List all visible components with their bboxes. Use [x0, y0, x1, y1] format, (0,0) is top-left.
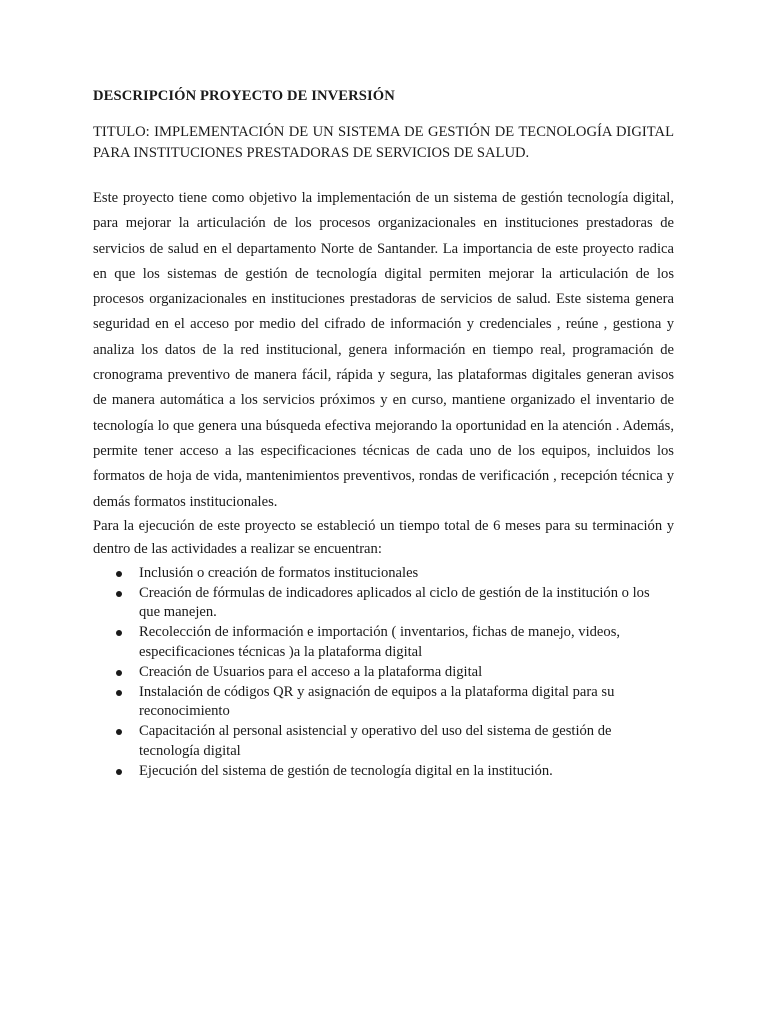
list-item-text: Creación de Usuarios para el acceso a la plataforma digital: [139, 663, 483, 680]
list-item: [93, 683, 674, 722]
document-heading: DESCRIPCIÓN PROYECTO DE INVERSIÓN: [93, 88, 395, 104]
list-item-text: Inclusión o creación de formatos institucionales: [139, 564, 419, 581]
project-title: TITULO: IMPLEMENTACIÓN DE UN SISTEMA DE GESTIÓN DE TECNOLOGÍA DIGITAL PARA INSTITUCIONES PRESTADORAS DE SERVICIOS DE SALUD.: [93, 124, 674, 161]
document-body: [93, 86, 674, 782]
description-paragraph: Este proyecto tiene como objetivo la implementación de un sistema de gestión tecnología digital, para mejorar la articulación de los procesos organizacionales en instituciones prestadoras de servicios de salud en el departamento Norte de Santander. La importancia de este proyecto radica en que los sistemas de gestión de tecnología digital permiten mejorar la articulación de los procesos organizacionales en instituciones prestadoras de servicios de salud. Este sistema genera seguridad en el acceso por medio del cifrado de información y credenciales , reúne , gestiona y analiza los datos de la red institucional, genera información en tiempo real, programación de cronograma preventivo de manera fácil, rápida y segura, las plataformas digitales generan avisos de manera automática a los servicios próximos y en curso, mantiene organizado el inventario de tecnología lo que genera una búsqueda efectiva mejorando la oportunidad en la atención . Además, permite tener acceso a las especificaciones técnicas de cada uno de los equipos, incluidos los formatos de hoja de vida, mantenimientos preventivos, rondas de verificación , recepción técnica y demás formatos institucionales.: [93, 190, 674, 510]
bullet-icon: [116, 769, 122, 775]
list-item: [93, 623, 674, 662]
list-item-text: Recolección de información e importación ( inventarios, fichas de manejo, videos, especificaciones técnicas )a la plataforma digital: [139, 624, 621, 660]
list-item: [93, 762, 674, 782]
list-item: [93, 564, 674, 584]
list-item: [93, 722, 674, 761]
list-item-text: Creación de fórmulas de indicadores aplicados al ciclo de gestión de la institución o los que manejen.: [139, 584, 650, 621]
execution-paragraph: Para la ejecución de este proyecto se estableció un tiempo total de 6 meses para su terminación y dentro de las actividades a realizar se encuentran:: [93, 517, 674, 558]
list-item-text: Instalación de códigos QR y asignación de equipos a la plataforma digital para su reconocimiento: [139, 683, 615, 720]
bullet-icon: [116, 670, 122, 676]
bullet-icon: [116, 690, 122, 696]
list-item-text: Ejecución del sistema de gestión de tecnología digital en la institución.: [139, 762, 553, 779]
bullet-icon: [116, 591, 122, 597]
bullet-icon: [116, 630, 122, 636]
activities-list: [93, 564, 674, 782]
list-item: [93, 584, 674, 623]
list-item-text: Capacitación al personal asistencial y operativo del uso del sistema de gestión de tecnología digital: [139, 723, 612, 759]
bullet-icon: [116, 571, 122, 577]
list-item: [93, 663, 674, 683]
bullet-icon: [116, 729, 122, 735]
